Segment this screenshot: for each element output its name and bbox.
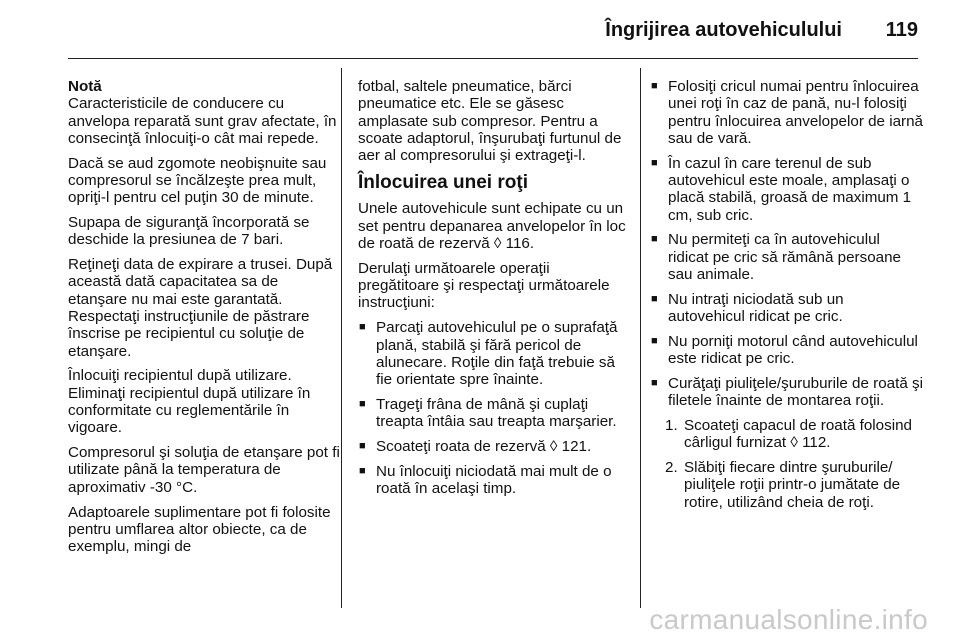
step-number: 2. [665,459,678,477]
page-number: 119 [885,19,918,41]
list-item [358,319,630,388]
bullet-icon: ■ [651,156,658,169]
bullet-icon: ■ [651,233,658,246]
list-item-text: Nu permiteţi ca în autovehiculul ridicat pe cric să rămână persoane sau animale. [668,231,901,283]
list-item-text: Trageţi frâna de mână şi cuplaţi treapta întâia sau treapta marşarier. [376,395,617,431]
paragraph: Adaptoarele suplimentare pot fi folosite pentru umflarea altor obiecte, ca de exemplu, mingi de [68,503,331,556]
list-item-text: Nu intraţi niciodată sub un autovehicul ridicat pe cric. [668,290,844,326]
list-item [650,231,924,283]
list-item [650,375,924,410]
column-1 [68,78,340,563]
bullet-icon: ■ [359,321,366,334]
paragraph: Compresorul şi soluţia de etanşare pot fi utilizate până la temperatura de aproximativ -30 °C. [68,444,340,496]
list-item [650,155,924,224]
note-title: Notă [68,78,102,95]
section-heading: Înlocuirea unei roţi [358,172,528,194]
column-divider-1 [341,68,342,608]
paragraph: Înlocuiţi recipientul după utilizare. Eliminaţi recipientul după utilizare în conformitate cu reglementările în vigoare. [68,367,311,437]
bullet-icon: ■ [651,292,658,305]
column-2 [358,78,630,505]
bullet-icon: ■ [651,80,658,92]
bullet-icon: ■ [359,464,366,477]
numbered-step [650,417,924,452]
list-item [358,438,630,455]
column-divider-2 [640,68,641,608]
list-item-text: Nu porniţi motorul când autovehiculul este ridicat pe cric. [668,332,918,368]
watermark: carmanualsonline.info [649,604,928,635]
list-item-text: Nu înlocuiţi niciodată mai mult de o roată în acelaşi timp. [376,462,612,498]
list-item-text: Parcaţi autovehiculul pe o suprafaţă plană, stabilă şi fără pericol de alunecare. Roţile din faţă trebuie să fie orientate spre înainte. [376,319,618,389]
paragraph: fotbal, saltele pneumatice, bărci pneumatice etc. Ele se găsesc amplasate sub compresor. Pentru a scoate adaptorul, înşurubaţi furtunul de aer al compresorului şi extrageţi-l. [358,78,622,165]
paragraph: Dacă se aud zgomote neobişnuite sau compresorul se încălzeşte prea mult, opriţi-l pentru cel puţin 30 de minute. [68,154,327,207]
bullet-icon: ■ [359,397,366,410]
step-text: Scoateţi capacul de roată folosind cârligul furnizat ◊ 112. [684,417,912,452]
list-item [650,78,924,147]
note-text: Caracteristicile de conducere cu anvelopa reparată sunt grav afectate, în consecinţă înlocuiţi-o cât mai repede. [68,95,337,147]
list-item [358,463,630,498]
list-item [650,333,924,368]
paragraph: Supapa de siguranţă încorporată se deschide la presiunea de 7 bari. [68,214,310,249]
page-header [0,0,960,62]
column-3 [650,78,924,519]
bullet-icon: ■ [651,376,658,389]
list-item-text: Scoateţi roata de rezervă ◊ 121. [376,438,592,456]
header-divider [68,58,918,59]
step-number: 1. [665,417,678,435]
bullet-icon: ■ [651,334,658,347]
list-item-text: În cazul în care terenul de sub autovehicul este moale, amplasaţi o placă stabilă, groasă de maximum 1 cm, sub cric. [668,154,912,224]
page-title: Îngrijirea autovehiculului [605,19,842,41]
numbered-step [650,459,924,511]
bullet-icon: ■ [359,440,366,453]
paragraph: Reţineţi data de expirare a trusei. După această dată capacitatea sa de etanşare nu mai este garantată. Respectaţi instrucţiunile de păstrare înscrise pe recipientul cu soluţie de etanşare. [68,256,333,360]
step-text: Slăbiţi fiecare dintre şuruburile/ piuliţele roţii printr-o jumătate de rotire, utilizând cheia de roţi. [684,459,901,511]
list-item [650,291,924,326]
paragraph: Unele autovehicule sunt echipate cu un set pentru depanarea anvelopelor în loc de roată de rezervă ◊ 116. [358,200,626,253]
list-item-text: Folosiţi cricul numai pentru înlocuirea unei roţi în caz de pană, nu-l folosiţi pentru înlocuirea anvelopelor de iarnă sau de vară. [668,78,923,147]
paragraph: Derulaţi următoarele operaţii pregătitoare şi respectaţi următoarele instrucţiuni: [358,259,610,312]
list-item [358,396,630,431]
list-item-text: Curăţaţi piuliţele/şuruburile de roată şi filetele înainte de montarea roţii. [668,374,923,410]
